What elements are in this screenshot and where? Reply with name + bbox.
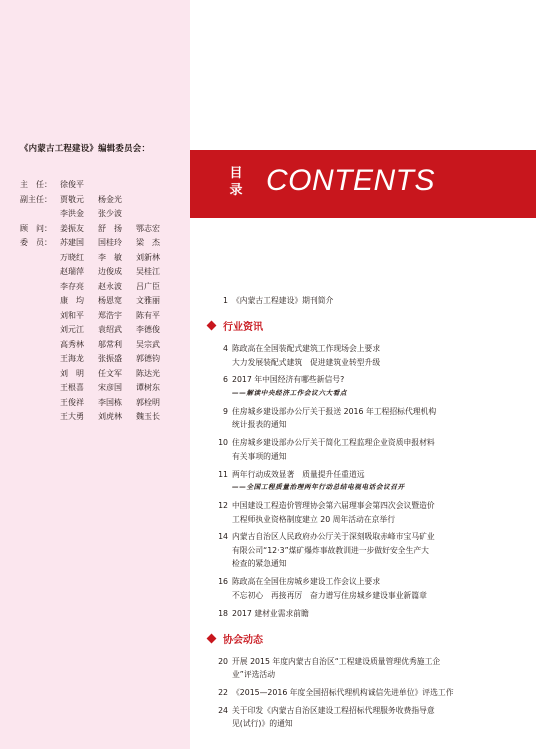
member-name: 杨金光 <box>98 194 122 204</box>
member-name: 刘虎林 <box>98 412 122 421</box>
member-role: 委 员： <box>20 238 52 247</box>
member-name: 姜振友 <box>60 223 84 233</box>
member-name: 鄂志宏 <box>136 223 160 233</box>
toc-entry-title <box>232 575 532 602</box>
section-title: 协会动态 <box>223 634 263 646</box>
toc-entry-title <box>232 530 532 571</box>
committee-row <box>20 396 190 411</box>
committee-row <box>20 294 190 309</box>
toc-subtitle: ——解读中央经济工作会议六大看点 <box>232 388 348 397</box>
member-name: 文雅丽 <box>136 296 160 305</box>
member-name: 赵永波 <box>98 281 122 291</box>
committee-sidebar <box>0 0 190 749</box>
member-name: 任文军 <box>98 368 122 378</box>
member-name: 万晓红 <box>60 252 84 262</box>
toc-title-line: 不忘初心 再接再厉 奋力谱写住房城乡建设事业新篇章 <box>232 590 427 600</box>
toc-page-number: 14 <box>218 532 228 542</box>
member-name: 陈达光 <box>136 368 160 378</box>
toc-entry-title <box>232 468 532 495</box>
member-name: 王大勇 <box>60 412 84 421</box>
banner-char-lu: 录 <box>229 183 243 198</box>
committee-title: 《内蒙古工程建设》编辑委员会： <box>20 143 151 153</box>
member-name: 苏建国 <box>60 238 84 247</box>
member-role: 副主任： <box>20 194 52 204</box>
diamond-bullet-icon <box>207 633 217 643</box>
toc-title-line: 陈政高在全国住房城乡建设工作会议上要求 <box>232 577 381 587</box>
committee-row <box>20 381 190 396</box>
member-name: 王根喜 <box>60 383 84 392</box>
member-name: 王海龙 <box>60 354 84 363</box>
toc-title-line: 2017 建材业需求前瞻 <box>232 608 309 618</box>
toc-page-number: 11 <box>218 469 228 479</box>
toc-entry-title <box>232 405 532 432</box>
toc-page-number: 12 <box>218 501 228 510</box>
committee-row <box>20 193 190 208</box>
toc-title-line: 有关事项的通知 <box>232 451 287 461</box>
toc-title-line: 检查的紧急通知 <box>232 559 287 569</box>
committee-row <box>20 236 190 251</box>
member-name: 张少波 <box>98 209 122 218</box>
toc-title-line: 住房城乡建设部办公厅关于报送 2016 年工程招标代理机构 <box>232 406 437 416</box>
diamond-bullet-icon <box>207 321 217 331</box>
member-name: 舒 扬 <box>98 223 122 233</box>
member-name: 梁 杰 <box>136 238 160 247</box>
committee-row <box>20 352 190 367</box>
toc-page-number: 18 <box>218 608 228 618</box>
member-name: 宋彦国 <box>98 383 122 392</box>
toc-subtitle: ——全国工程质量治理两年行动总结电视电话会议召开 <box>232 483 405 492</box>
member-name: 魏玉长 <box>136 412 160 421</box>
committee-row <box>20 251 190 266</box>
member-name: 吕广臣 <box>136 281 160 291</box>
toc-title-line: 《内蒙古工程建设》期刊简介 <box>232 296 334 305</box>
section-title: 行业资讯 <box>223 322 263 333</box>
toc-page-number: 9 <box>223 406 228 416</box>
toc-page-number: 16 <box>218 577 228 587</box>
member-name: 李国栋 <box>98 397 122 407</box>
member-name: 国桂玲 <box>98 238 122 247</box>
committee-row <box>20 222 190 237</box>
toc-title-line: 关于印发《内蒙古自治区建设工程招标代理服务收费指导意 <box>232 705 435 715</box>
committee-row <box>20 207 190 222</box>
committee-row <box>20 367 190 382</box>
toc-title-line: 开展 2015 年度内蒙古自治区“工程建设质量管理优秀施工企 <box>232 656 441 666</box>
toc-page-number: 20 <box>218 656 228 666</box>
toc-entry-title <box>232 342 532 369</box>
toc-title-line: 见(试行)》的通知 <box>232 719 293 729</box>
table-of-contents <box>190 0 536 749</box>
member-name: 李德俊 <box>136 325 160 334</box>
member-name: 刘新林 <box>136 252 160 262</box>
toc-title-line: 住房城乡建设部办公厅关于简化工程监理企业资质申报材料 <box>232 438 435 448</box>
committee-row <box>20 280 190 295</box>
member-name: 李 敏 <box>98 252 122 262</box>
member-name: 刘 明 <box>60 368 84 378</box>
toc-title-line: 中国建设工程造价管理协会第六届理事会第四次会议暨造价 <box>232 501 435 510</box>
member-role: 顾 问： <box>20 223 52 233</box>
toc-title-line: 《2015—2016 年度全国招标代理机构诚信先进单位》评选工作 <box>232 688 454 697</box>
toc-entry-title <box>232 499 532 526</box>
toc-section-heading <box>208 631 263 646</box>
committee-row <box>20 323 190 338</box>
toc-entry-title <box>232 436 532 463</box>
toc-title-line: 大力发展装配式建筑 促进建筑业转型升级 <box>232 357 381 367</box>
toc-title-line: 业”评选活动 <box>232 670 276 680</box>
toc-title-line: 内蒙古自治区人民政府办公厅关于深刻吸取赤峰市宝马矿业 <box>232 532 435 542</box>
member-name: 贾敬元 <box>60 194 84 204</box>
member-name: 吴宗武 <box>136 339 160 349</box>
toc-page-number: 10 <box>218 438 228 448</box>
member-name: 李洪金 <box>60 209 84 218</box>
member-name: 郭栓明 <box>136 397 160 407</box>
toc-page-number: 22 <box>218 688 228 697</box>
member-role: 主 任： <box>20 180 52 189</box>
toc-entry-title <box>232 373 532 400</box>
member-name: 赵瑞萍 <box>60 267 84 276</box>
member-name: 高秀林 <box>60 339 84 349</box>
banner-english-title: CONTENTS <box>266 164 435 197</box>
member-name: 陈有平 <box>136 310 160 320</box>
toc-entry-title <box>232 655 532 682</box>
member-name: 康 均 <box>60 296 84 305</box>
member-name: 袁绍武 <box>98 325 122 334</box>
committee-row <box>20 265 190 280</box>
member-name: 徐俊平 <box>60 180 84 189</box>
toc-page-number: 24 <box>218 705 228 715</box>
toc-page-number: 1 <box>223 296 228 305</box>
member-name: 张振盛 <box>98 354 122 363</box>
toc-title-line: 2017 年中国经济有哪些新信号? <box>232 375 345 385</box>
toc-title-line: 陈政高在全国装配式建筑工作现场会上要求 <box>232 344 381 353</box>
member-name: 谭树东 <box>136 383 160 392</box>
toc-page-number: 4 <box>223 344 228 353</box>
committee-member-list <box>20 178 190 425</box>
toc-title-line: 工程师执业资格制度建立 20 周年活动在京举行 <box>232 514 396 524</box>
banner-char-mu: 目 <box>229 166 243 181</box>
committee-row <box>20 309 190 324</box>
toc-title-line: 两年行动成效显著 质量提升任重道远 <box>232 469 365 479</box>
member-name: 刘和平 <box>60 310 84 320</box>
committee-row <box>20 338 190 353</box>
toc-entry-title <box>232 607 532 621</box>
member-name: 李存亮 <box>60 281 84 291</box>
toc-entry-title <box>232 704 532 731</box>
toc-page-number: 6 <box>223 375 228 385</box>
member-name: 王俊祥 <box>60 397 84 407</box>
committee-row <box>20 410 190 425</box>
member-name: 郑浩宇 <box>98 310 122 320</box>
committee-row <box>20 178 190 193</box>
toc-section-heading <box>208 318 263 333</box>
member-name: 吴桂江 <box>136 267 160 276</box>
toc-entry-title <box>232 686 532 700</box>
toc-title-line: 有限公司“12·3”煤矿爆炸事故教训进一步做好安全生产大 <box>232 545 429 555</box>
toc-entry-title <box>232 294 532 308</box>
member-name: 邬常利 <box>98 339 122 349</box>
member-name: 边俊成 <box>98 267 122 276</box>
member-name: 杨恩宽 <box>98 296 122 305</box>
member-name: 刘元江 <box>60 325 84 334</box>
toc-title-line: 统计报表的通知 <box>232 420 287 430</box>
member-name: 郭德钧 <box>136 354 160 363</box>
